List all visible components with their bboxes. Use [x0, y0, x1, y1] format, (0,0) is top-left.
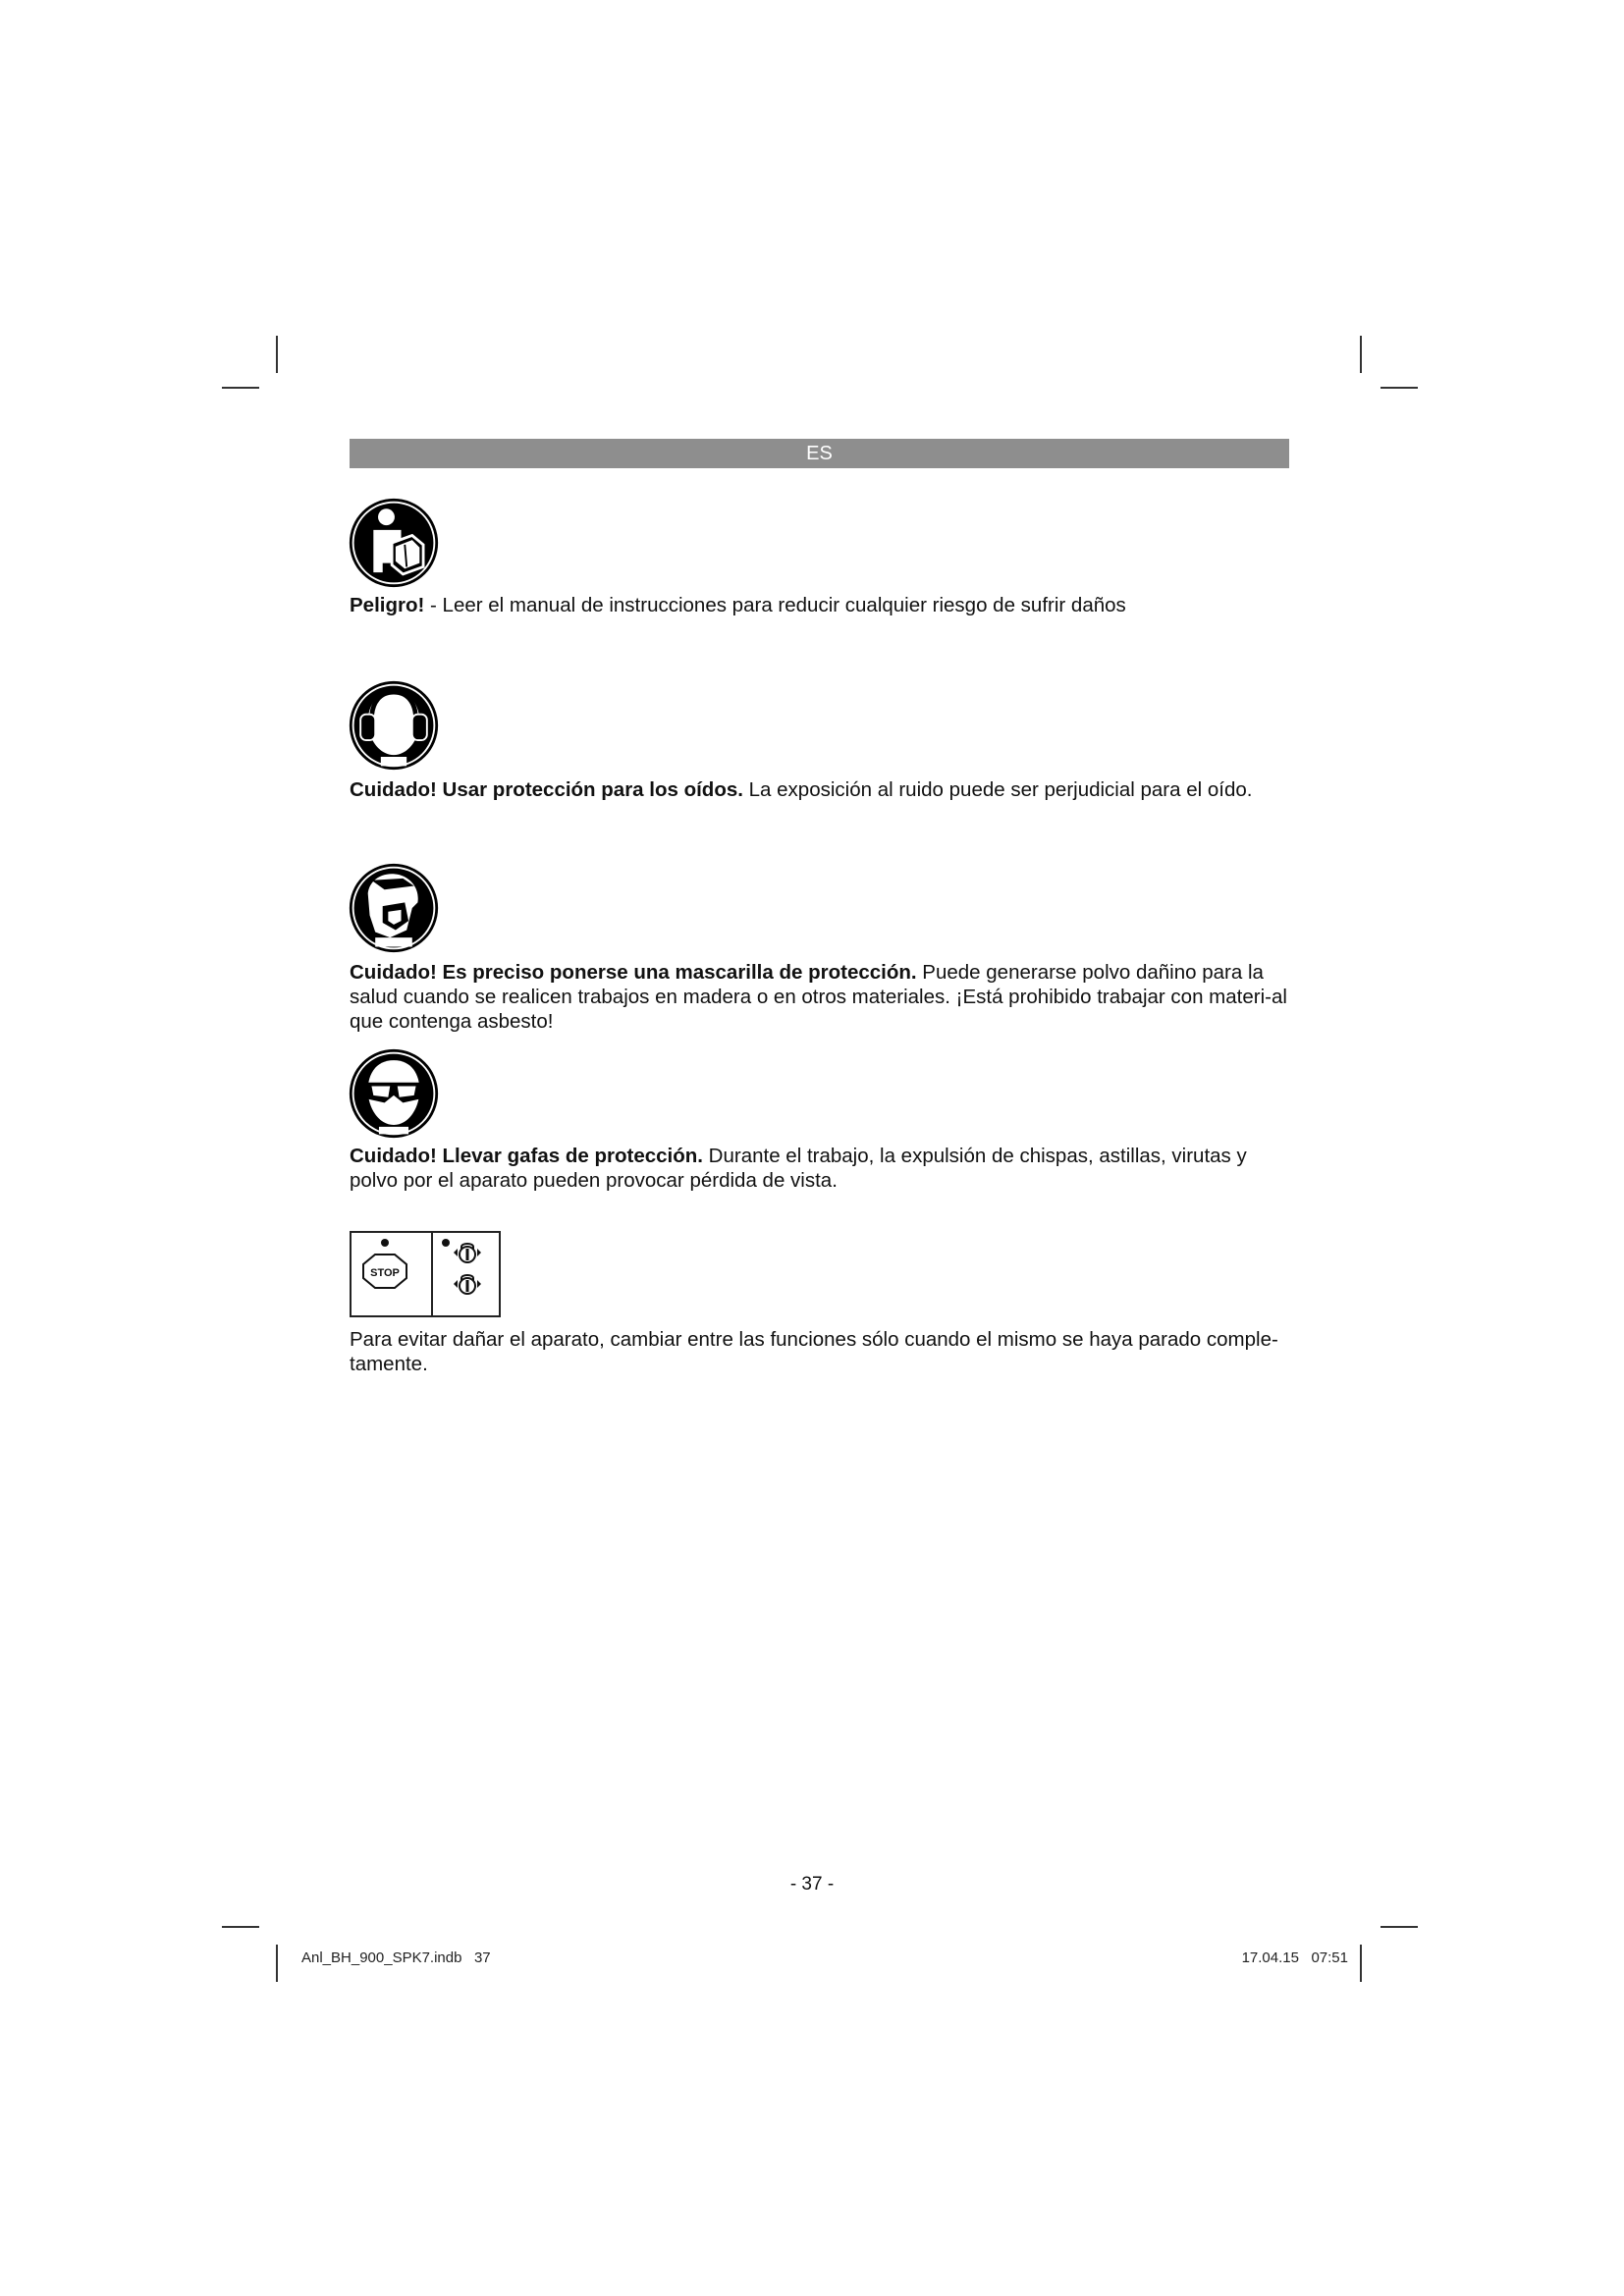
warning-hearing-protection: [350, 777, 1292, 802]
footer-file-name: Anl_BH_900_SPK7.indb 37: [301, 1949, 491, 1966]
dust-mask-icon: [348, 862, 440, 954]
mode-switch-icon: [434, 1233, 501, 1315]
crop-mark: [1360, 1945, 1362, 1982]
hearing-protection-icon: [348, 679, 440, 772]
warning-title: Cuidado! Es preciso ponerse una mascarilla de protección.: [350, 961, 917, 984]
warning-title: Cuidado! Llevar gafas de protección.: [350, 1145, 703, 1167]
stop-switch-icon: [350, 1231, 501, 1317]
crop-mark: [276, 336, 278, 373]
crop-mark: [222, 387, 259, 389]
warning-switch-functions: [350, 1327, 1292, 1376]
warning-title: Peligro!: [350, 594, 425, 616]
crop-mark: [222, 1926, 259, 1928]
page-number: - 37 -: [789, 1874, 835, 1895]
footer-timestamp: 17.04.15 07:51: [1241, 1949, 1348, 1966]
warning-text: La exposición al ruido puede ser perjudicial para el oído.: [742, 778, 1253, 801]
divider: [431, 1233, 433, 1315]
warning-safety-goggles: [350, 1144, 1292, 1193]
svg-text:STOP: STOP: [370, 1267, 400, 1279]
crop-mark: [1380, 387, 1418, 389]
crop-mark: [276, 1945, 278, 1982]
crop-mark: [1360, 336, 1362, 373]
stop-sign-icon: [353, 1233, 430, 1315]
warning-text: Durante el trabajo, la expulsión de chispas, astillas, virutas y polvo por el aparato pueden provocar pérdida de vista.: [350, 1145, 1247, 1192]
read-manual-icon: [348, 497, 440, 589]
language-header-bar: ES: [350, 439, 1289, 468]
warning-dust-mask: [350, 960, 1292, 1034]
warning-title: Cuidado! Usar protección para los oídos.: [350, 778, 743, 801]
crop-mark: [1380, 1926, 1418, 1928]
warning-text: - Leer el manual de instrucciones para reducir cualquier riesgo de sufrir daños: [424, 594, 1126, 616]
warning-text: Puede generarse polvo dañino para la salud cuando se realicen trabajos en madera o en otros materiales. ¡Está prohibido trabajar con materi-al que contenga asbesto!: [350, 961, 1287, 1033]
warning-text: Para evitar dañar el aparato, cambiar entre las funciones sólo cuando el mismo se haya parado comple-tamente.: [350, 1328, 1278, 1375]
warning-read-manual: [350, 593, 1292, 617]
safety-goggles-icon: [348, 1047, 440, 1140]
